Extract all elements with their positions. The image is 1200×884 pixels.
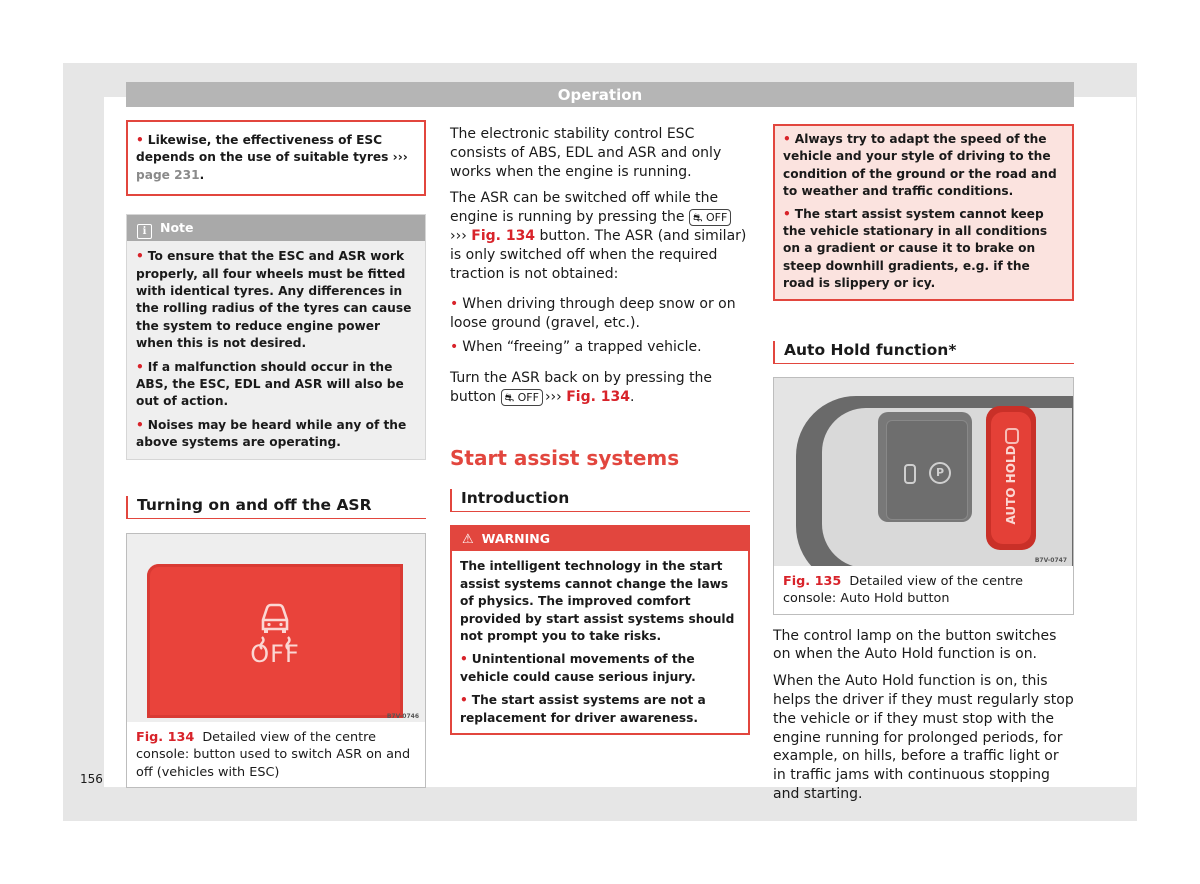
section-heading-asr: Turning on and off the ASR (126, 496, 426, 519)
section-heading-auto-hold: Auto Hold function* (773, 341, 1074, 364)
auto-hold-label: AUTO HOLD (1004, 445, 1018, 525)
column-right (773, 124, 1074, 804)
paragraph-asr-on: Turn the ASR back on by pressing the button ⛐ OFF ››› Fig. 134. (450, 369, 713, 405)
figure-135 (773, 377, 1074, 615)
asr-off-label: OFF (250, 639, 300, 668)
paragraph-control-lamp: The control lamp on the button switches on when the Auto Hold function is on. (773, 627, 1057, 663)
warning-item: • Unintentional movements of the vehicle could cause serious injury. (460, 651, 740, 686)
note-item: • Noises may be heard while any of the above systems are operating. (136, 417, 416, 452)
paragraph-auto-hold: When the Auto Hold function is on, this helps the driver if they must regularly stop the vehicle or if they must stop with the engine running for prolonged periods, for example, on hills, before a traffic light or in traffic jams with continuous stopping and starting. (773, 673, 1074, 803)
column-left (126, 120, 426, 788)
parking-brake-switch-face (886, 420, 968, 520)
tyre-caution-box (126, 120, 426, 196)
parking-brake-icon: P (929, 462, 951, 484)
figure-label: Fig. 134 (136, 729, 195, 745)
fig-134-link[interactable]: Fig. 134 (566, 388, 631, 405)
note-header: i Note (127, 215, 425, 241)
figure-label: Fig. 135 (783, 573, 842, 589)
warning-item: • The start assist systems are not a replacement for driver awareness. (460, 692, 740, 727)
asr-key-icon: ⛐ OFF (689, 209, 731, 226)
heading-start-assist: Start assist systems (450, 446, 680, 471)
switch-slot (904, 464, 916, 484)
warning-box (450, 525, 750, 735)
figure-134-photo (127, 534, 425, 722)
figure-134-caption: Fig. 134 Detailed view of the centre console: button used to switch ASR on and off (vehicles with ESC) (136, 729, 411, 780)
figure-134 (126, 533, 426, 789)
figure-135-photo (774, 378, 1073, 566)
warning-intro: The intelligent technology in the start assist systems cannot change the laws of physics. The improved comfort provided by start assist systems should not prompt you to take risks. (460, 559, 735, 643)
page-header: Operation (126, 82, 1074, 107)
info-icon: i (137, 224, 152, 239)
fig-134-link[interactable]: Fig. 134 (471, 227, 536, 244)
page-link[interactable]: page 231 (136, 167, 200, 182)
tyre-caution-text: • Likewise, the effectiveness of ESC depends on the use of suitable tyres ››› page 231. (136, 132, 416, 184)
list-item: • When “freeing” a trapped vehicle. (450, 338, 750, 357)
note-item: • To ensure that the ESC and ASR work properly, all four wheels must be fitted with identical tyres. Any differences in the rolling radius of the tyres can cause the system to reduce engine power when this is not desired. (136, 248, 416, 352)
paragraph-asr-off: The ASR can be switched off while the engine is running by pressing the ⛐ OFF››› Fig. 134 button. The ASR (and similar) is only switched off when the required traction is not obtained: (450, 190, 747, 282)
note-box (126, 214, 426, 459)
page-number: 156 (80, 772, 103, 786)
warning-header: ⚠ WARNING (452, 527, 748, 551)
warning-body (452, 551, 748, 733)
figure-135-caption: Fig. 135 Detailed view of the centre console: Auto Hold button (783, 573, 1023, 607)
note-body (127, 241, 425, 458)
column-middle (450, 125, 750, 735)
asr-key-icon: ⛐ OFF (501, 389, 543, 406)
paragraph-esc: The electronic stability control ESC consists of ABS, EDL and ASR and only works when the engine is running. (450, 126, 722, 180)
section-heading-introduction: Introduction (450, 489, 750, 512)
figure-code: B7V-0747 (1034, 556, 1067, 564)
figure-code: B7V-0746 (386, 712, 419, 720)
warning-icon: ⚠ (462, 532, 474, 548)
caution-item: • The start assist system cannot keep the vehicle stationary in all conditions on a gradient or cause it to brake on steep downhill gradients, e.g. if the road is slippery or icy. (783, 206, 1064, 293)
list-item: • When driving through deep snow or on loose ground (gravel, etc.). (450, 295, 750, 333)
note-item: • If a malfunction should occur in the ABS, the ESC, EDL and ASR will also be out of action. (136, 359, 416, 411)
caution-box (773, 124, 1074, 301)
caution-item: • Always try to adapt the speed of the vehicle and your style of driving to the condition of the ground or the road and to weather and traffic conditions. (783, 131, 1064, 201)
